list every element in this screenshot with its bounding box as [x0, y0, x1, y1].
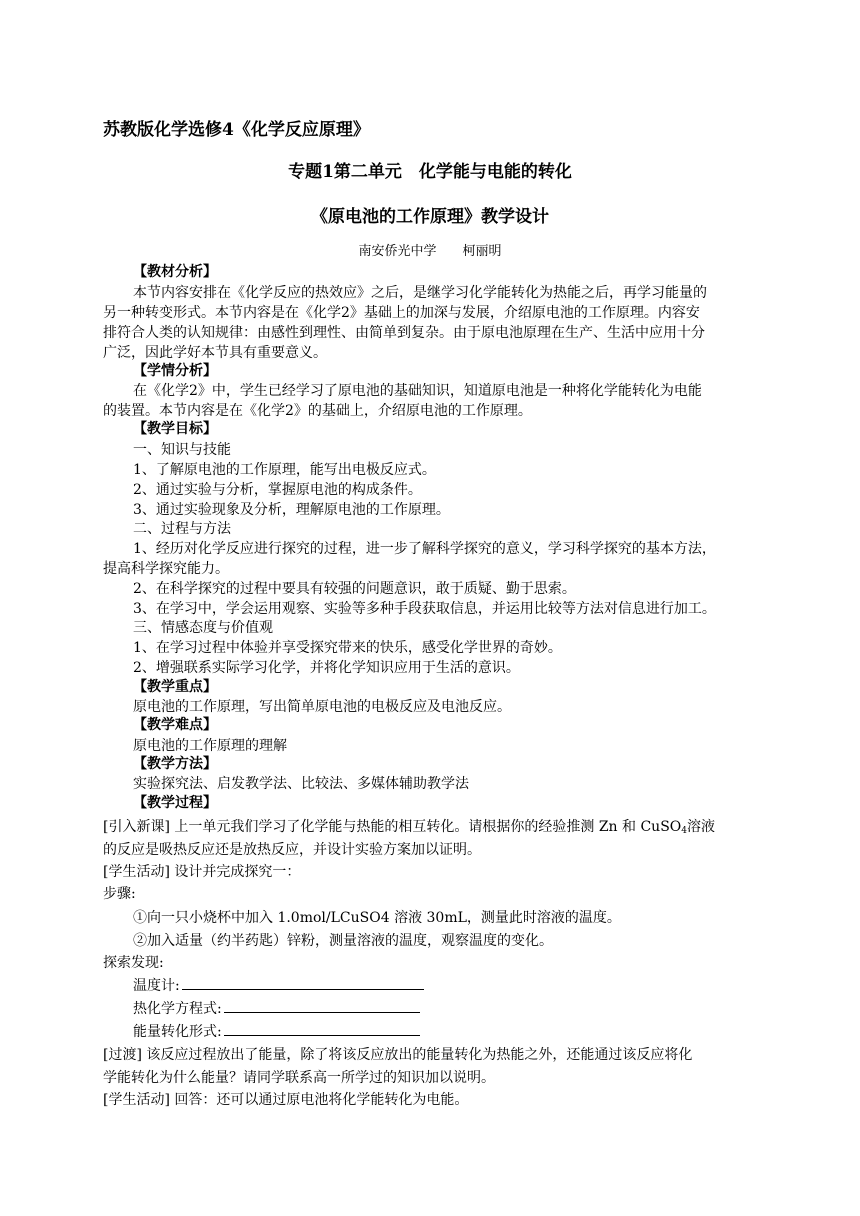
learner-paragraph-line: 的装置。本节内容是在《化学2》的基础上，介绍原电池的工作原理。: [103, 403, 532, 419]
difficulty-heading: 【教学难点】: [133, 717, 217, 733]
key-heading: 【教学重点】: [133, 679, 217, 695]
goals-subheading: 二、过程与方法: [133, 521, 231, 537]
intro-line: [103, 817, 715, 837]
finding-row: [133, 999, 420, 1019]
goals-heading: 【教学目标】: [133, 421, 217, 437]
activity-line: [学生活动] 回答：还可以通过原电池将化学能转化为电能。: [103, 1092, 469, 1108]
unit-title: 专题1第二单元 化学能与电能的转化: [288, 162, 572, 182]
findings-label: 探索发现:: [103, 955, 164, 971]
step-item: ②加入适量（约半药匙）锌粉，测量溶液的温度，观察温度的变化。: [133, 933, 553, 949]
learner-paragraph-line: 在《化学2》中，学生已经学习了原电池的基础知识，知道原电池是一种将化学能转化为电能: [133, 383, 702, 399]
material-paragraph-line: 排符合人类的认知规律：由感性到理性、由简单到复杂。由于原电池原理在生产、生活中应用十分: [103, 325, 705, 341]
material-paragraph-line: 另一种转变形式。本节内容是在《化学2》基础上的加深与发展，介绍原电池的工作原理。内容安: [103, 305, 700, 321]
difficulty-text: 原电池的工作原理的理解: [133, 738, 287, 754]
intro-subscript: 4: [681, 826, 687, 836]
transition-line: [过渡] 该反应过程放出了能量，除了将该反应放出的能量转化为热能之外，还能通过该反应将化: [103, 1047, 693, 1063]
goal-item: 1、在学习过程中体验并享受探究带来的快乐，感受化学世界的奇妙。: [133, 640, 562, 656]
intro-line: 的反应是吸热反应还是放热反应，并设计实验方案加以证明。: [103, 842, 481, 858]
edition-title: 苏教版化学选修4《化学反应原理》: [103, 120, 370, 140]
finding-label: 热化学方程式:: [133, 1001, 222, 1017]
material-paragraph-line: 本节内容安排在《化学反应的热效应》之后，是继学习化学能转化为热能之后，再学习能量的: [133, 285, 707, 301]
answer-blank[interactable]: [224, 1022, 420, 1036]
goal-item: 3、在学习中，学会运用观察、实验等多种手段获取信息，并运用比较等方法对信息进行加工。: [133, 601, 716, 617]
process-heading: 【教学过程】: [133, 795, 217, 811]
intro-text: [引入新课] 上一单元我们学习了化学能与热能的相互转化。请根据你的经验推测 Zn 和 CuSO: [103, 819, 682, 835]
steps-label: 步骤:: [103, 886, 136, 902]
transition-line: 学能转化为什么能量？请同学联系高一所学过的知识加以说明。: [103, 1070, 495, 1086]
method-heading: 【教学方法】: [133, 756, 217, 772]
step-item: ①向一只小烧杯中加入 1.0mol/LCuSO4 溶液 30mL，测量此时溶液的温度。: [133, 910, 621, 926]
goal-item: 1、了解原电池的工作原理，能写出电极反应式。: [133, 462, 436, 478]
finding-row: [133, 1022, 420, 1042]
goal-item: 3、通过实验现象及分析，理解原电池的工作原理。: [133, 502, 450, 518]
material-paragraph-line: 广泛，因此学好本节具有重要意义。: [103, 345, 327, 361]
goal-item: 2、通过实验与分析，掌握原电池的构成条件。: [133, 482, 422, 498]
lesson-title: 《原电池的工作原理》教学设计: [311, 207, 549, 227]
finding-row: [133, 976, 424, 996]
goal-item: 2、在科学探究的过程中要具有较强的问题意识，敢于质疑、勤于思索。: [133, 581, 576, 597]
goals-subheading: 一、知识与技能: [133, 442, 231, 458]
intro-text-end: 溶液: [687, 819, 715, 835]
goals-subheading: 三、情感态度与价值观: [133, 620, 273, 636]
key-text: 原电池的工作原理，写出简单原电池的电极反应及电池反应。: [133, 699, 511, 715]
finding-label: 能量转化形式:: [133, 1024, 222, 1040]
goal-item: 1、经历对化学反应进行探究的过程，进一步了解科学探究的意义，学习科学探究的基本方法，: [133, 541, 716, 557]
author-line: 南安侨光中学 柯丽明: [358, 244, 502, 259]
learner-heading: 【学情分析】: [133, 363, 217, 379]
method-text: 实验探究法、启发教学法、比较法、多媒体辅助教学法: [133, 776, 469, 792]
activity-line: [学生活动] 设计并完成探究一：: [103, 864, 301, 880]
goal-item: 提高科学探究能力。: [103, 561, 229, 577]
answer-blank[interactable]: [224, 999, 420, 1013]
answer-blank[interactable]: [182, 976, 424, 990]
material-heading: 【教材分析】: [133, 264, 217, 280]
goal-item: 2、增强联系实际学习化学，并将化学知识应用于生活的意识。: [133, 660, 520, 676]
finding-label: 温度计:: [133, 978, 180, 994]
